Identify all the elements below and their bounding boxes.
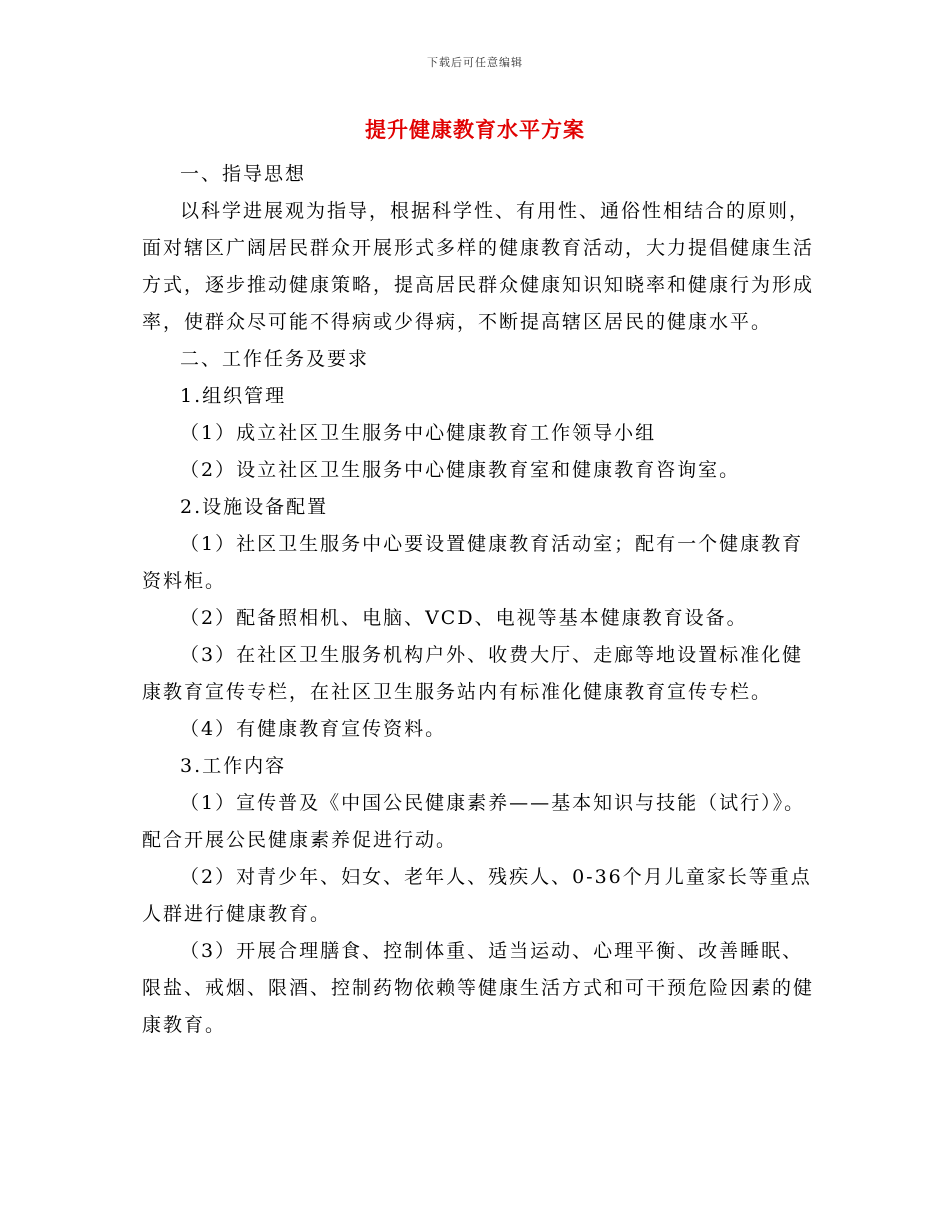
list-item-org-1: （1）成立社区卫生服务中心健康教育工作领导小组 — [180, 422, 657, 444]
list-item-content-3: （3）开展合理膳食、控制体重、适当运动、心理平衡、改善睡眠、限盐、戒烟、限酒、控制药物依赖等健康生活方式和可干预危险因素的健康教育。 — [142, 940, 815, 1036]
paragraph-guiding-ideology: 以科学进展观为指导，根据科学性、有用性、通俗性相结合的原则，面对辖区广阔居民群众开展形式多样的健康教育活动，大力提倡健康生活方式，逐步推动健康策略，提高居民群众健康知识知晓率和健康行为形成率，使群众尽可能不得病或少得病，不断提高辖区居民的健康水平。 — [142, 200, 815, 333]
list-item-facilities-1: （1）社区卫生服务中心要设置健康教育活动室；配有一个健康教育资料柜。 — [142, 533, 804, 592]
section-heading-tasks: 二、工作任务及要求 — [180, 348, 370, 370]
subheading-organization: 1.组织管理 — [180, 385, 287, 407]
subheading-work-content: 3.工作内容 — [180, 755, 287, 777]
header-note: 下载后可任意编辑 — [427, 56, 523, 69]
list-item-facilities-4: （4）有健康教育宣传资料。 — [180, 718, 447, 740]
list-item-content-1: （1）宣传普及《中国公民健康素养——基本知识与技能（试行）》。配合开展公民健康素养促进行动。 — [142, 792, 806, 851]
subheading-facilities: 2.设施设备配置 — [180, 496, 329, 518]
document-title: 提升健康教育水平方案 — [365, 117, 585, 142]
list-item-org-2: （2）设立社区卫生服务中心健康教育室和健康教育咨询室。 — [180, 459, 741, 481]
list-item-facilities-2: （2）配备照相机、电脑、VCD、电视等基本健康教育设备。 — [180, 607, 748, 629]
document-body — [142, 156, 814, 1044]
list-item-facilities-3: （3）在社区卫生服务机构户外、收费大厅、走廊等地设置标准化健康教育宣传专栏，在社区卫生服务站内有标准化健康教育宣传专栏。 — [142, 644, 804, 703]
section-heading-guiding-ideology: 一、指导思想 — [180, 163, 307, 185]
list-item-content-2: （2）对青少年、妇女、老年人、残疾人、0-36个月儿童家长等重点人群进行健康教育。 — [142, 866, 812, 925]
